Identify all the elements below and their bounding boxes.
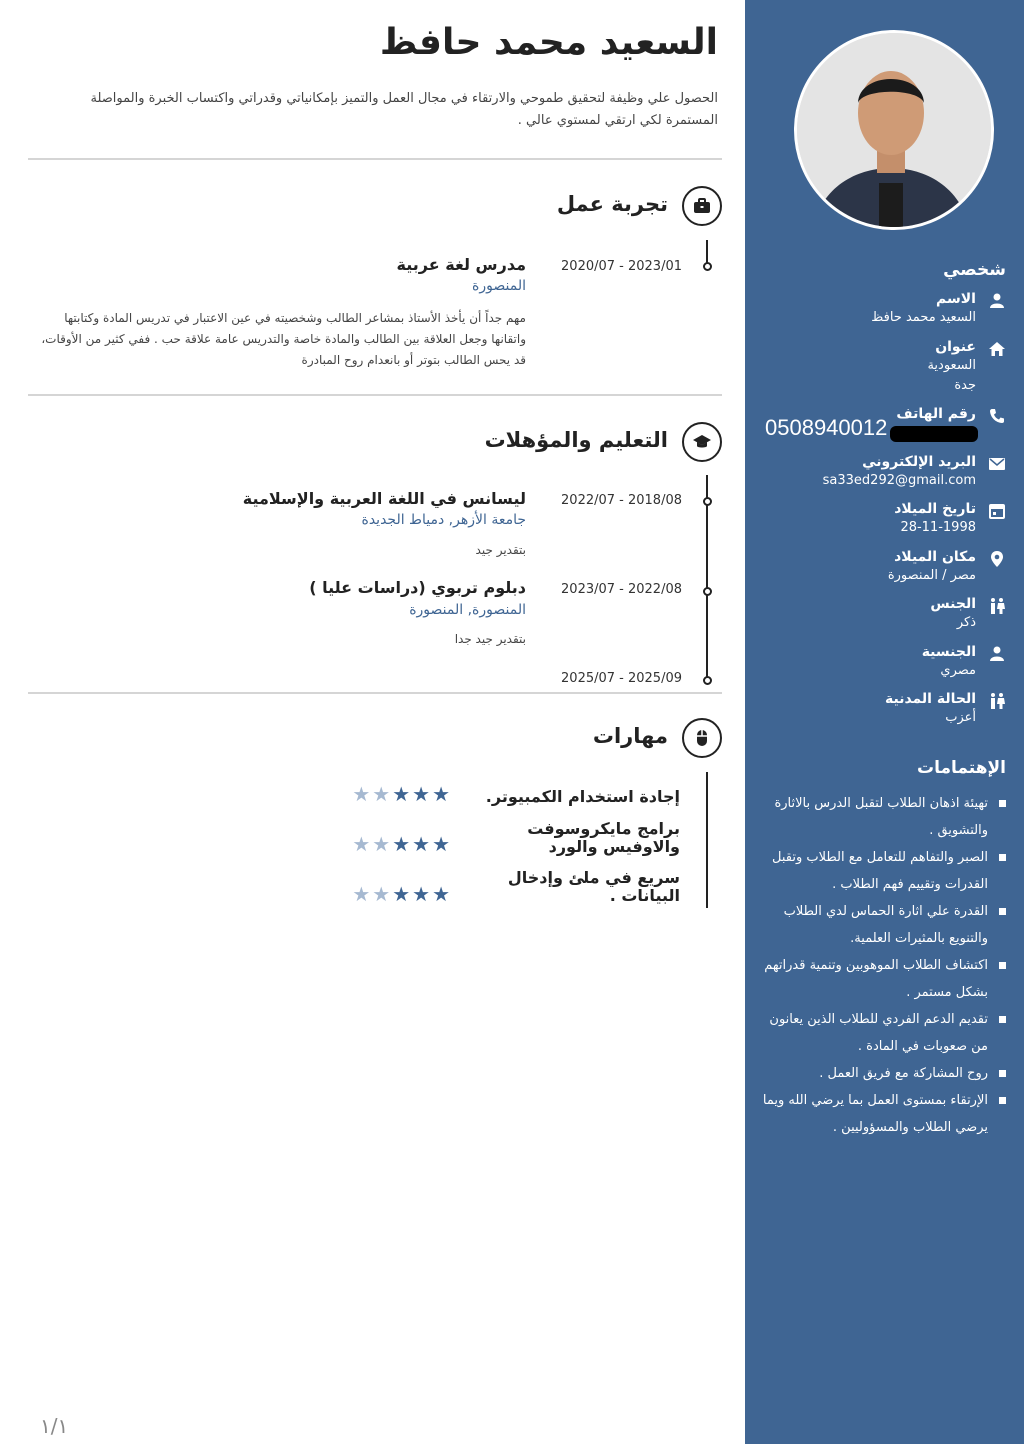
skill-name: برامج مايكروسوفت والاوفيس والورد bbox=[527, 819, 680, 856]
timeline-dot bbox=[703, 587, 712, 596]
interests-section-title: الإهتمامات bbox=[917, 758, 1006, 778]
info-value: السعيد محمد حافظ bbox=[871, 310, 976, 325]
info-label: عنوان bbox=[935, 339, 976, 355]
interests-list bbox=[756, 790, 1006, 1141]
entry-place: المنصورة bbox=[472, 278, 526, 294]
couple-icon bbox=[988, 692, 1006, 710]
personal-section-title: شخصي bbox=[943, 260, 1006, 280]
home-icon bbox=[988, 340, 1006, 358]
info-row-gender bbox=[756, 595, 1006, 633]
info-row-address bbox=[756, 338, 1006, 396]
star-filled-icon: ★ bbox=[392, 832, 413, 856]
info-row-nationality bbox=[756, 643, 1006, 681]
interest-item: اكتشاف الطلاب الموهوبين وتنمية قدراتهم بشكل مستمر . bbox=[756, 952, 1006, 1006]
entry-title: ليسانس في اللغة العربية والإسلامية bbox=[242, 489, 526, 508]
entry-grade: بتقدير جيد bbox=[475, 543, 526, 557]
page-title: السعيد محمد حافظ bbox=[379, 22, 718, 63]
star-filled-icon: ★ bbox=[392, 882, 413, 906]
entry-date: 2020/07 - 2023/01 bbox=[561, 259, 682, 274]
divider bbox=[28, 158, 722, 160]
graduation-cap-icon bbox=[682, 422, 722, 462]
entry-date: 2022/07 - 2018/08 bbox=[561, 493, 682, 508]
person-icon bbox=[988, 292, 1006, 310]
entry-description: مهم جداً أن يأخذ الأستاذ بمشاعر الطالب وشخصيته في عين الاعتبار في تدريس المادة وكتابتها واتقانها وجعل العلاقة بين الطالب والمادة خاصة والتدريس عامة علاقة حب . ففي كثير من الأوقات، قد يحس الطالب بتوتر أو بانعدام روح المبادرة bbox=[41, 311, 526, 367]
star-filled-icon: ★ bbox=[432, 882, 452, 906]
info-label: مكان الميلاد bbox=[894, 549, 976, 565]
gender-icon bbox=[988, 597, 1006, 615]
experience-heading: تجربة عمل bbox=[556, 192, 668, 216]
skill-rating bbox=[352, 832, 452, 856]
phone-icon bbox=[988, 407, 1006, 425]
calendar-icon bbox=[988, 502, 1006, 520]
summary-text: الحصول علي وظيفة لتحقيق طموحي والارتقاء في مجال العمل والتميز بإمكانياتي وقدراتي واكتساب الخبرة والمواصلة المستمرة لكي ارتقي لمستوي عالي . bbox=[90, 91, 718, 128]
person-icon bbox=[988, 645, 1006, 663]
info-value: ذكر bbox=[956, 615, 976, 630]
star-filled-icon: ★ bbox=[392, 782, 413, 806]
info-row-birthdate bbox=[756, 500, 1006, 538]
info-value: مصر / المنصورة bbox=[887, 568, 976, 583]
entry-place: جامعة الأزهر, دمياط الجديدة bbox=[361, 512, 526, 528]
mouse-icon bbox=[682, 718, 722, 758]
star-empty-icon: ★ bbox=[352, 882, 373, 906]
entry-place: المنصورة, المنصورة bbox=[409, 602, 526, 618]
page-number: ١/١ bbox=[40, 1414, 69, 1438]
skill-rating bbox=[352, 882, 452, 906]
timeline-dot bbox=[703, 676, 712, 685]
info-row-email bbox=[756, 453, 1006, 491]
star-empty-icon: ★ bbox=[352, 832, 373, 856]
skills-heading: مهارات bbox=[592, 724, 668, 748]
star-filled-icon: ★ bbox=[412, 782, 433, 806]
info-value: السعودية bbox=[927, 358, 976, 373]
info-label: الجنسية bbox=[921, 644, 976, 660]
info-label: الحالة المدنية bbox=[884, 691, 976, 707]
info-value-city: جدة bbox=[954, 378, 976, 393]
timeline-dot bbox=[703, 497, 712, 506]
mail-icon bbox=[988, 455, 1006, 473]
phone-number[interactable]: 0508940012 bbox=[765, 415, 888, 440]
info-value: مصري bbox=[940, 663, 976, 678]
entry-date: 2023/07 - 2022/08 bbox=[561, 582, 682, 597]
main-content bbox=[28, 0, 722, 1444]
star-filled-icon: ★ bbox=[412, 882, 433, 906]
education-heading: التعليم والمؤهلات bbox=[484, 428, 668, 452]
divider bbox=[28, 692, 722, 694]
star-empty-icon: ★ bbox=[372, 882, 393, 906]
interest-item: القدرة علي اثارة الحماس لدي الطلاب والتنويع بالمثيرات العلمية. bbox=[756, 898, 1006, 952]
timeline-line bbox=[706, 772, 708, 908]
info-value: أعزب bbox=[945, 710, 976, 725]
timeline-dot bbox=[703, 262, 712, 271]
interest-item: الصبر والتفاهم للتعامل مع الطلاب وتقبل القدرات وتقييم فهم الطلاب . bbox=[756, 844, 1006, 898]
info-value: 28-11-1998 bbox=[900, 520, 976, 535]
info-label: الاسم bbox=[936, 291, 976, 307]
skill-name: إجادة استخدام الكمبيوتر. bbox=[485, 787, 680, 806]
location-icon bbox=[988, 550, 1006, 568]
info-row-marital-status bbox=[756, 690, 1006, 728]
profile-photo bbox=[794, 30, 994, 230]
star-empty-icon: ★ bbox=[372, 782, 393, 806]
briefcase-icon bbox=[682, 186, 722, 226]
email-link[interactable]: sa33ed292@gmail.com bbox=[822, 473, 976, 488]
star-filled-icon: ★ bbox=[412, 832, 433, 856]
skill-name: سريع في ملئ وإدخال البيانات . bbox=[507, 868, 680, 905]
interest-item: تهيئة اذهان الطلاب لتقبل الدرس بالاثارة والتشويق . bbox=[756, 790, 1006, 844]
star-filled-icon: ★ bbox=[432, 782, 452, 806]
info-label: تاريخ الميلاد bbox=[894, 501, 976, 517]
entry-date: 2025/07 - 2025/09 bbox=[561, 671, 682, 686]
redaction-bar bbox=[890, 426, 978, 442]
star-filled-icon: ★ bbox=[432, 832, 452, 856]
interest-item: تقديم الدعم الفردي للطلاب الذين يعانون من صعوبات في المادة . bbox=[756, 1006, 1006, 1060]
entry-title: دبلوم تربوي (دراسات عليا ) bbox=[309, 578, 526, 597]
star-empty-icon: ★ bbox=[372, 832, 393, 856]
info-row-birthplace bbox=[756, 548, 1006, 586]
info-label: البريد الإلكتروني bbox=[862, 454, 976, 470]
divider bbox=[28, 394, 722, 396]
info-label: رقم الهاتف bbox=[896, 406, 976, 422]
entry-title: مدرس لغة عربية bbox=[396, 255, 526, 274]
info-row-name bbox=[756, 290, 1006, 328]
star-empty-icon: ★ bbox=[352, 782, 373, 806]
interest-item: روح المشاركة مع فريق العمل . bbox=[756, 1060, 1006, 1087]
sidebar bbox=[745, 0, 1024, 1444]
info-label: الجنس bbox=[930, 596, 976, 612]
entry-grade: بتقدير جيد جدا bbox=[454, 632, 526, 646]
interest-item: الإرتقاء بمستوى العمل بما يرضي الله ويما يرضي الطلاب والمسؤوليين . bbox=[756, 1087, 1006, 1141]
skill-rating bbox=[352, 782, 452, 806]
